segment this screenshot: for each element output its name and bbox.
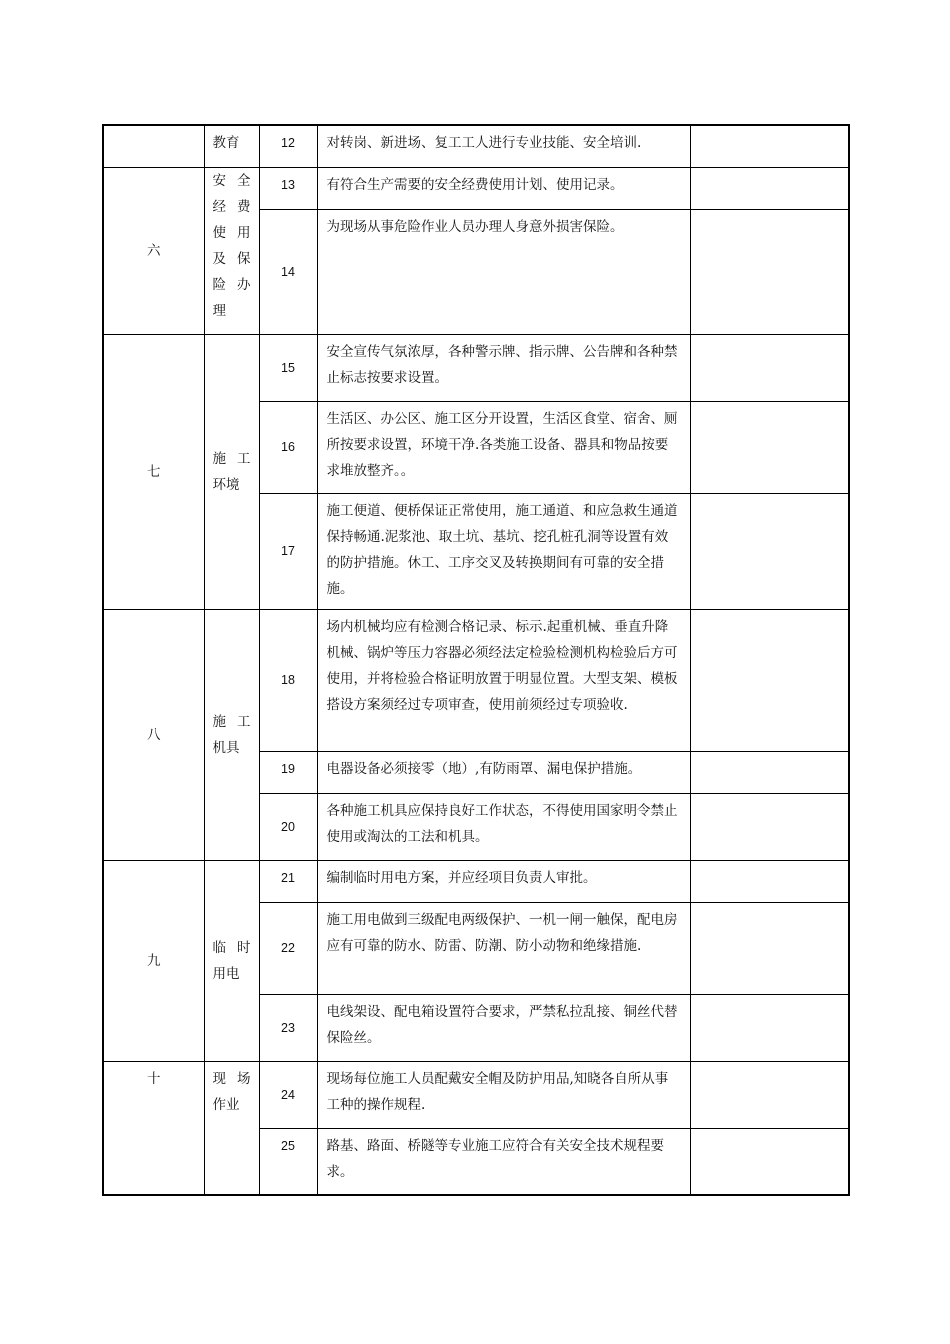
- item-number: 22: [259, 902, 317, 994]
- section-cell: 八: [103, 609, 204, 860]
- requirement-text: 对转岗、新进场、复工工人进行专业技能、安全培训.: [317, 125, 690, 167]
- requirement-text: 有符合生产需要的安全经费使用计划、使用记录。: [317, 167, 690, 209]
- category-line: 教育: [212, 135, 240, 151]
- category-line: 环境: [212, 476, 240, 493]
- category-line: 用电: [212, 965, 240, 982]
- result-cell: [690, 401, 849, 493]
- category-line: 险办: [212, 276, 251, 293]
- category-line: 施工: [212, 713, 251, 730]
- requirement-text: 现场每位施工人员配戴安全帽及防护用品,知晓各自所从事工种的操作规程.: [317, 1061, 690, 1128]
- category-cell: [204, 334, 259, 609]
- requirement-text: 安全宣传气氛浓厚，各种警示牌、指示牌、公告牌和各种禁止标志按要求设置。: [317, 334, 690, 401]
- table-row: [103, 334, 849, 401]
- category-line: 作业: [212, 1096, 240, 1113]
- category-line: 理: [212, 302, 226, 319]
- category-line: 及保: [212, 250, 251, 267]
- item-number: 16: [259, 401, 317, 493]
- requirement-text: 场内机械均应有检测合格记录、标示.起重机械、垂直升降机械、锅炉等压力容器必须经法定检验检测机构检验后方可使用，并将检验合格证明放置于明显位置。大型支架、模板搭设方案须经过专项审查，使用前须经过专项验收.: [317, 609, 690, 751]
- category-line: 现场: [212, 1070, 251, 1087]
- category-line: 机具: [212, 739, 240, 756]
- table-row: [103, 167, 849, 209]
- item-number: 17: [259, 493, 317, 609]
- item-number: 12: [259, 125, 317, 167]
- table-row: [103, 860, 849, 902]
- result-cell: [690, 609, 849, 751]
- category-line: 经费: [212, 198, 251, 215]
- section-cell: 六: [103, 167, 204, 334]
- item-number: 15: [259, 334, 317, 401]
- requirement-text: 各种施工机具应保持良好工作状态，不得使用国家明令禁止使用或淘汰的工法和机具。: [317, 793, 690, 860]
- result-cell: [690, 751, 849, 793]
- section-cell: 七: [103, 334, 204, 609]
- requirement-text: 电线架设、配电箱设置符合要求，严禁私拉乱接、铜丝代替保险丝。: [317, 994, 690, 1061]
- category-cell: [204, 125, 259, 167]
- result-cell: [690, 793, 849, 860]
- section-cell: [103, 125, 204, 167]
- requirement-text: 为现场从事危险作业人员办理人身意外损害保险。: [317, 209, 690, 334]
- item-number: 18: [259, 609, 317, 751]
- category-line: 安全: [212, 172, 251, 189]
- result-cell: [690, 994, 849, 1061]
- item-number: 23: [259, 994, 317, 1061]
- item-number: 20: [259, 793, 317, 860]
- result-cell: [690, 125, 849, 167]
- item-number: 24: [259, 1061, 317, 1128]
- result-cell: [690, 209, 849, 334]
- result-cell: [690, 1061, 849, 1128]
- table-row: [103, 125, 849, 167]
- item-number: 14: [259, 209, 317, 334]
- result-cell: [690, 860, 849, 902]
- table-row: [103, 1061, 849, 1128]
- table-row: [103, 609, 849, 751]
- section-cell: 九: [103, 860, 204, 1061]
- category-cell: [204, 609, 259, 860]
- result-cell: [690, 902, 849, 994]
- requirement-text: 施工用电做到三级配电两级保护、一机一闸一触保，配电房应有可靠的防水、防雷、防潮、防小动物和绝缘措施.: [317, 902, 690, 994]
- category-cell: [204, 167, 259, 334]
- item-number: 13: [259, 167, 317, 209]
- section-cell: 十: [103, 1061, 204, 1195]
- category-cell: [204, 860, 259, 1061]
- result-cell: [690, 493, 849, 609]
- requirement-text: 施工便道、便桥保证正常使用，施工通道、和应急救生通道保持畅通.泥浆池、取土坑、基坑、挖孔桩孔洞等设置有效的防护措施。休工、工序交叉及转换期间有可靠的安全措施。: [317, 493, 690, 609]
- category-line: 临时: [212, 939, 251, 956]
- safety-checklist-table: [102, 124, 850, 1196]
- item-number: 19: [259, 751, 317, 793]
- item-number: 21: [259, 860, 317, 902]
- category-cell: [204, 1061, 259, 1195]
- requirement-text: 编制临时用电方案，并应经项目负责人审批。: [317, 860, 690, 902]
- item-number: 25: [259, 1128, 317, 1195]
- category-line: 施工: [212, 450, 251, 467]
- requirement-text: 电器设备必须接零（地）,有防雨罩、漏电保护措施。: [317, 751, 690, 793]
- requirement-text: 生活区、办公区、施工区分开设置，生活区食堂、宿舍、厕所按要求设置，环境干净.各类施工设备、器具和物品按要求堆放整齐。。: [317, 401, 690, 493]
- result-cell: [690, 334, 849, 401]
- result-cell: [690, 167, 849, 209]
- category-line: 使用: [212, 224, 251, 241]
- requirement-text: 路基、路面、桥隧等专业施工应符合有关安全技术规程要求。: [317, 1128, 690, 1195]
- result-cell: [690, 1128, 849, 1195]
